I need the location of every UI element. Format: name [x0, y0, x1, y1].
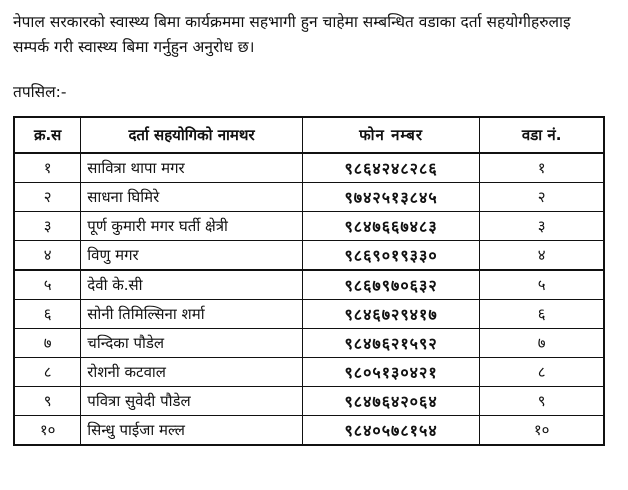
cell-ward: ३: [480, 212, 604, 241]
header-ward: वडा नं.: [480, 117, 604, 153]
cell-phone: ९८४७६४२०६४: [302, 387, 480, 416]
header-phone: फोन नम्बर: [302, 117, 480, 153]
cell-serial: १: [14, 153, 81, 183]
cell-name: देवी के.सी: [81, 270, 302, 300]
table-row: [14, 270, 604, 300]
cell-serial: ५: [14, 270, 81, 300]
cell-serial: ७: [14, 329, 81, 358]
detail-label: तपसिल:-: [13, 83, 67, 101]
table-row: [14, 241, 604, 271]
cell-phone: ९८६९०१९३३०: [302, 241, 480, 271]
cell-serial: १०: [14, 416, 81, 446]
cell-name: सावित्रा थापा मगर: [81, 153, 302, 183]
cell-ward: २: [480, 183, 604, 212]
cell-ward: ४: [480, 241, 604, 271]
table-row: [14, 183, 604, 212]
header-name: दर्ता सहयोगिको नामथर: [81, 117, 302, 153]
cell-phone: ९८४०५७८१५४: [302, 416, 480, 446]
cell-serial: ९: [14, 387, 81, 416]
cell-name: साधना घिमिरे: [81, 183, 302, 212]
cell-ward: १: [480, 153, 604, 183]
cell-name: रोशनी कटवाल: [81, 358, 302, 387]
registration-helpers-table: [13, 116, 605, 446]
cell-serial: ३: [14, 212, 81, 241]
header-row: [14, 117, 604, 153]
table-row: [14, 329, 604, 358]
notice-paragraph: [13, 10, 613, 60]
cell-phone: ९८४७६६७४८३: [302, 212, 480, 241]
cell-serial: २: [14, 183, 81, 212]
cell-phone: ९८४६७२९४१७: [302, 300, 480, 329]
cell-name: पूर्ण कुमारी मगर घर्ती क्षेत्री: [81, 212, 302, 241]
table-row: [14, 153, 604, 183]
table-row: [14, 387, 604, 416]
cell-serial: ८: [14, 358, 81, 387]
cell-ward: ६: [480, 300, 604, 329]
cell-ward: ९: [480, 387, 604, 416]
cell-name: पवित्रा सुवेदी पौडेल: [81, 387, 302, 416]
notice-line-2: सम्पर्क गरी स्वास्थ्य बिमा गर्नुहुन अनुरोध छ।: [13, 38, 255, 56]
cell-name: विणु मगर: [81, 241, 302, 271]
cell-phone: ९७४२५१३८४५: [302, 183, 480, 212]
table-body: [14, 153, 604, 445]
cell-serial: ६: [14, 300, 81, 329]
header-serial: क्र.स: [14, 117, 81, 153]
cell-phone: ९८०५१३०४२१: [302, 358, 480, 387]
table-row: [14, 416, 604, 446]
cell-name: चन्दिका पौडेल: [81, 329, 302, 358]
cell-phone: ९८६७९७०६३२: [302, 270, 480, 300]
table-header: [14, 117, 604, 153]
table-row: [14, 300, 604, 329]
table-row: [14, 212, 604, 241]
cell-ward: १०: [480, 416, 604, 446]
cell-ward: ८: [480, 358, 604, 387]
cell-phone: ९८६४२४८२८६: [302, 153, 480, 183]
cell-serial: ४: [14, 241, 81, 271]
cell-ward: ७: [480, 329, 604, 358]
cell-name: सोनी तिमिल्सिना शर्मा: [81, 300, 302, 329]
notice-line-1: नेपाल सरकारको स्वास्थ्य बिमा कार्यक्रममा सहभागी हुन चाहेमा सम्बन्धित वडाका दर्ता सहयोगीहरुलाइ: [13, 13, 571, 31]
table-row: [14, 358, 604, 387]
cell-ward: ५: [480, 270, 604, 300]
cell-phone: ९८४७६२१५९२: [302, 329, 480, 358]
cell-name: सिन्धु पाईजा मल्ल: [81, 416, 302, 446]
